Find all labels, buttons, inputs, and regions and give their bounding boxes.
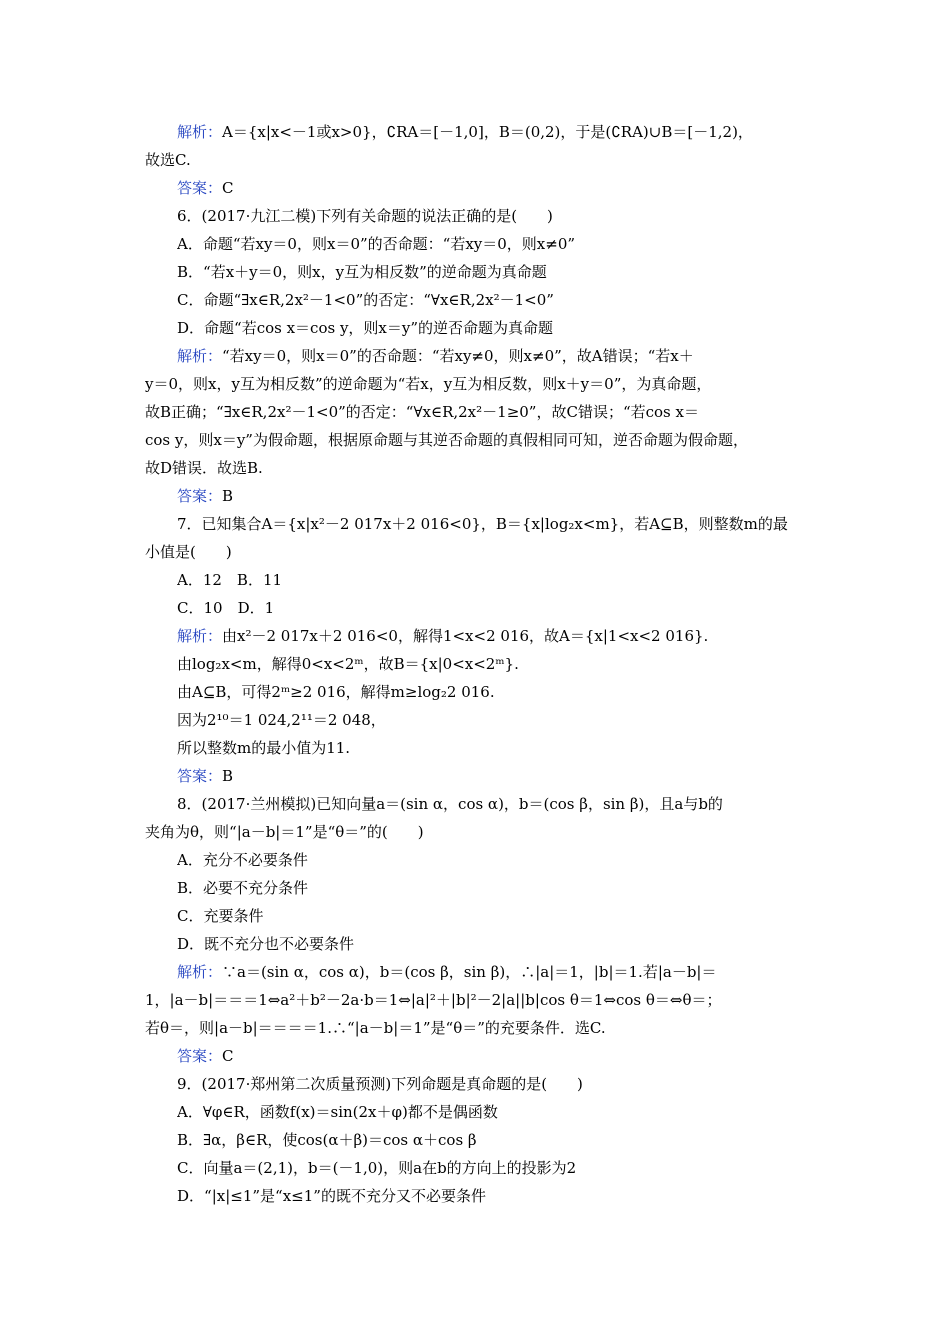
question-8-option-b bbox=[177, 877, 810, 899]
text-span: 夹角为θ，则“|a－b|＝1”是“θ＝”的( ) bbox=[145, 823, 424, 841]
answer-label: 答案： bbox=[177, 179, 223, 197]
text-span: 若θ＝，则|a－b|＝＝＝＝1.∴“|a－b|＝1”是“θ＝”的充要条件．选C. bbox=[145, 1019, 606, 1037]
question-7-options-ab bbox=[177, 569, 810, 591]
question-6-option-d bbox=[177, 317, 810, 339]
text-span: y＝0，则x，y互为相反数”的逆命题为“若x，y互为相反数，则x＋y＝0”，为真命题， bbox=[145, 375, 712, 393]
text-span: C．命题“∃x∈R,2x²－1<0”的否定：“∀x∈R,2x²－1<0” bbox=[177, 291, 554, 309]
text-span: cos y，则x＝y”为假命题，根据原命题与其逆否命题的真假相同可知，逆否命题为假命题， bbox=[145, 431, 748, 449]
text-span: A．12 B．11 bbox=[177, 571, 283, 589]
question-9-stem bbox=[177, 1073, 810, 1095]
question-8-stem bbox=[177, 793, 810, 815]
answer-line bbox=[177, 177, 810, 199]
text-line bbox=[145, 429, 810, 451]
question-6-option-a bbox=[177, 233, 810, 255]
text-span: 由x²－2 017x＋2 016<0，解得1<x<2 016，故A＝{x|1<x<2 016}. bbox=[222, 627, 709, 645]
text-line bbox=[145, 401, 810, 423]
question-9-option-a bbox=[177, 1101, 810, 1123]
text-line bbox=[145, 457, 810, 479]
text-span: D．“|x|≤1”是“x≤1”的既不充分又不必要条件 bbox=[177, 1187, 486, 1205]
text-span: 故选C. bbox=[145, 151, 191, 169]
text-line bbox=[145, 373, 810, 395]
answer-line bbox=[177, 1045, 810, 1067]
text-span: 所以整数m的最小值为11. bbox=[177, 739, 351, 757]
text-span: 7．已知集合A＝{x|x²－2 017x＋2 016<0}，B＝{x|log₂x<m}，若A⊆B，则整数m的最 bbox=[177, 515, 788, 533]
question-8-option-c bbox=[177, 905, 810, 927]
text-line bbox=[145, 149, 810, 171]
question-9-option-d bbox=[177, 1185, 810, 1207]
text-span: 由A⊆B，可得2ᵐ≥2 016，解得m≥log₂2 016. bbox=[177, 683, 495, 701]
question-6-option-b bbox=[177, 261, 810, 283]
text-span: C．10 D．1 bbox=[177, 599, 275, 617]
text-line bbox=[145, 1017, 810, 1039]
answer-line bbox=[177, 485, 810, 507]
question-9-option-b bbox=[177, 1129, 810, 1151]
text-span: 因为2¹⁰＝1 024,2¹¹＝2 048， bbox=[177, 711, 386, 729]
text-span: 1，|a－b|＝＝＝1⇔a²＋b²－2a·b＝1⇔|a|²＋|b|²－2|a||b|cos θ＝1⇔cos θ＝⇔θ＝； bbox=[145, 991, 722, 1009]
question-8-option-a bbox=[177, 849, 810, 871]
text-span: B．∃α，β∈R，使cos(α＋β)＝cos α＋cos β bbox=[177, 1131, 477, 1149]
text-line bbox=[177, 653, 810, 675]
text-span: 故B正确；“∃x∈R,2x²－1<0”的否定：“∀x∈R,2x²－1≥0”，故C错误；“若cos x＝ bbox=[145, 403, 699, 421]
analysis-line bbox=[177, 625, 810, 647]
text-span: 9．(2017·郑州第二次质量预测)下列命题是真命题的是( ) bbox=[177, 1075, 583, 1093]
text-span: A＝{x|x<－1或x>0}，∁RA＝[－1,0]，B＝(0,2)，于是(∁RA)∪B＝[－1,2)， bbox=[222, 123, 753, 141]
text-span: 6．(2017·九江二模)下列有关命题的说法正确的是( ) bbox=[177, 207, 553, 225]
text-span: “若xy＝0，则x＝0”的否命题：“若xy≠0，则x≠0”，故A错误；“若x＋ bbox=[222, 347, 694, 365]
analysis-line bbox=[177, 961, 810, 983]
text-span: 小值是( ) bbox=[145, 543, 232, 561]
question-7-options-cd bbox=[177, 597, 810, 619]
answer-line bbox=[177, 765, 810, 787]
text-span: D．命题“若cos x＝cos y，则x＝y”的逆否命题为真命题 bbox=[177, 319, 554, 337]
answer-value: C bbox=[222, 1047, 234, 1065]
answer-value: B bbox=[222, 767, 234, 785]
text-line bbox=[145, 541, 810, 563]
question-6-option-c bbox=[177, 289, 810, 311]
text-span: A．充分不必要条件 bbox=[177, 851, 308, 869]
answer-label: 答案： bbox=[177, 487, 223, 505]
text-span: D．既不充分也不必要条件 bbox=[177, 935, 355, 953]
answer-value: B bbox=[222, 487, 234, 505]
text-span: 故D错误．故选B. bbox=[145, 459, 263, 477]
text-span: C．充要条件 bbox=[177, 907, 264, 925]
analysis-label: 解析： bbox=[177, 627, 223, 645]
text-span: B．必要不充分条件 bbox=[177, 879, 309, 897]
text-line bbox=[177, 709, 810, 731]
text-line bbox=[177, 681, 810, 703]
question-6-stem bbox=[177, 205, 810, 227]
text-span: 8．(2017·兰州模拟)已知向量a＝(sin α，cos α)，b＝(cos β，sin β)，且a与b的 bbox=[177, 795, 723, 813]
text-span: B．“若x＋y＝0，则x，y互为相反数”的逆命题为真命题 bbox=[177, 263, 547, 281]
analysis-label: 解析： bbox=[177, 963, 223, 981]
text-span: A．命题“若xy＝0，则x＝0”的否命题：“若xy＝0，则x≠0” bbox=[177, 235, 576, 253]
answer-label: 答案： bbox=[177, 1047, 223, 1065]
text-span: C．向量a＝(2,1)，b＝(－1,0)，则a在b的方向上的投影为2 bbox=[177, 1159, 577, 1177]
text-line bbox=[145, 989, 810, 1011]
text-line bbox=[177, 737, 810, 759]
text-span: 由log₂x<m，解得0<x<2ᵐ，故B＝{x|0<x<2ᵐ}. bbox=[177, 655, 519, 673]
answer-value: C bbox=[222, 179, 234, 197]
question-8-option-d bbox=[177, 933, 810, 955]
question-9-option-c bbox=[177, 1157, 810, 1179]
analysis-line bbox=[177, 121, 810, 143]
analysis-label: 解析： bbox=[177, 347, 223, 365]
text-span: ∵a＝(sin α，cos α)，b＝(cos β，sin β)，∴|a|＝1，|b|＝1.若|a－b|＝ bbox=[222, 963, 717, 981]
analysis-line bbox=[177, 345, 810, 367]
text-line bbox=[145, 821, 810, 843]
question-7-stem bbox=[177, 513, 810, 535]
analysis-label: 解析： bbox=[177, 123, 223, 141]
answer-label: 答案： bbox=[177, 767, 223, 785]
text-span: A．∀φ∈R，函数f(x)＝sin(2x＋φ)都不是偶函数 bbox=[177, 1103, 498, 1121]
